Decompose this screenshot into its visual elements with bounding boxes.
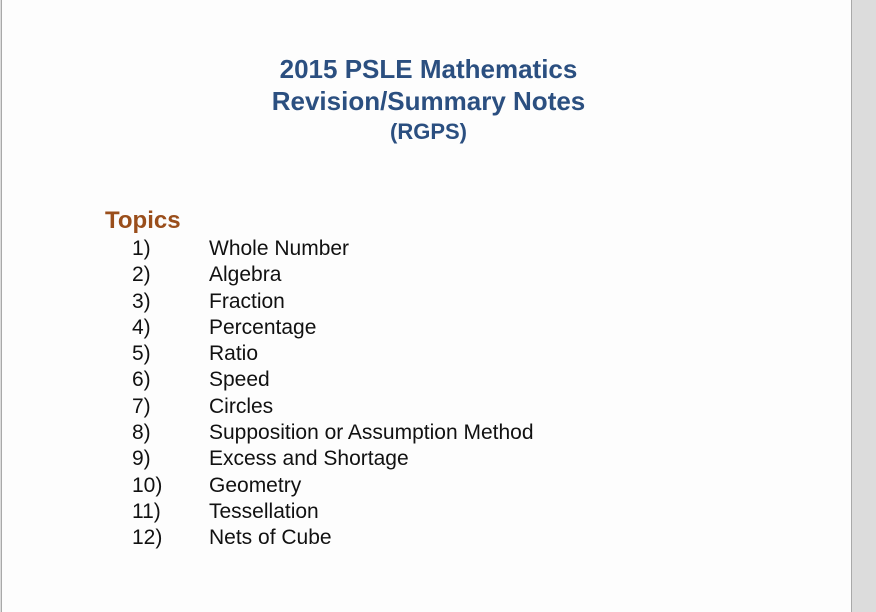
title-line-2: Revision/Summary Notes — [271, 86, 586, 116]
topic-label: Percentage — [209, 315, 317, 339]
topic-number: 8) — [132, 421, 151, 445]
topic-number: 7) — [132, 394, 151, 418]
topic-number: 5) — [132, 342, 151, 366]
topic-label: Excess and Shortage — [209, 447, 409, 471]
topic-label: Geometry — [209, 473, 302, 497]
topic-label: Ratio — [209, 342, 259, 366]
topic-number: 3) — [132, 289, 151, 313]
topic-label: Nets of Cube — [209, 526, 332, 550]
topic-number: 2) — [132, 263, 151, 287]
title-line-1: 2015 PSLE Mathematics — [279, 54, 578, 84]
topic-number: 1) — [132, 237, 151, 260]
topic-number: 9) — [132, 447, 151, 471]
topic-label: Tessellation — [209, 499, 319, 523]
topic-label: Supposition or Assumption Method — [209, 421, 534, 445]
topic-label: Fraction — [209, 289, 285, 313]
topic-number: 4) — [132, 315, 151, 339]
topics-heading: Topics — [105, 207, 181, 234]
title-line-3: (RGPS) — [390, 119, 467, 144]
topic-number: 6) — [132, 368, 151, 392]
topic-label: Algebra — [209, 263, 282, 287]
topic-number: 11) — [132, 499, 161, 523]
topic-number: 10) — [132, 473, 163, 497]
topic-label: Circles — [209, 394, 274, 418]
viewer-background — [853, 0, 876, 612]
document-page — [1, 0, 852, 612]
document-title — [2, 53, 855, 147]
topic-number: 12) — [132, 526, 163, 550]
topic-label: Speed — [209, 368, 270, 392]
topic-label: Whole Number — [209, 237, 350, 260]
